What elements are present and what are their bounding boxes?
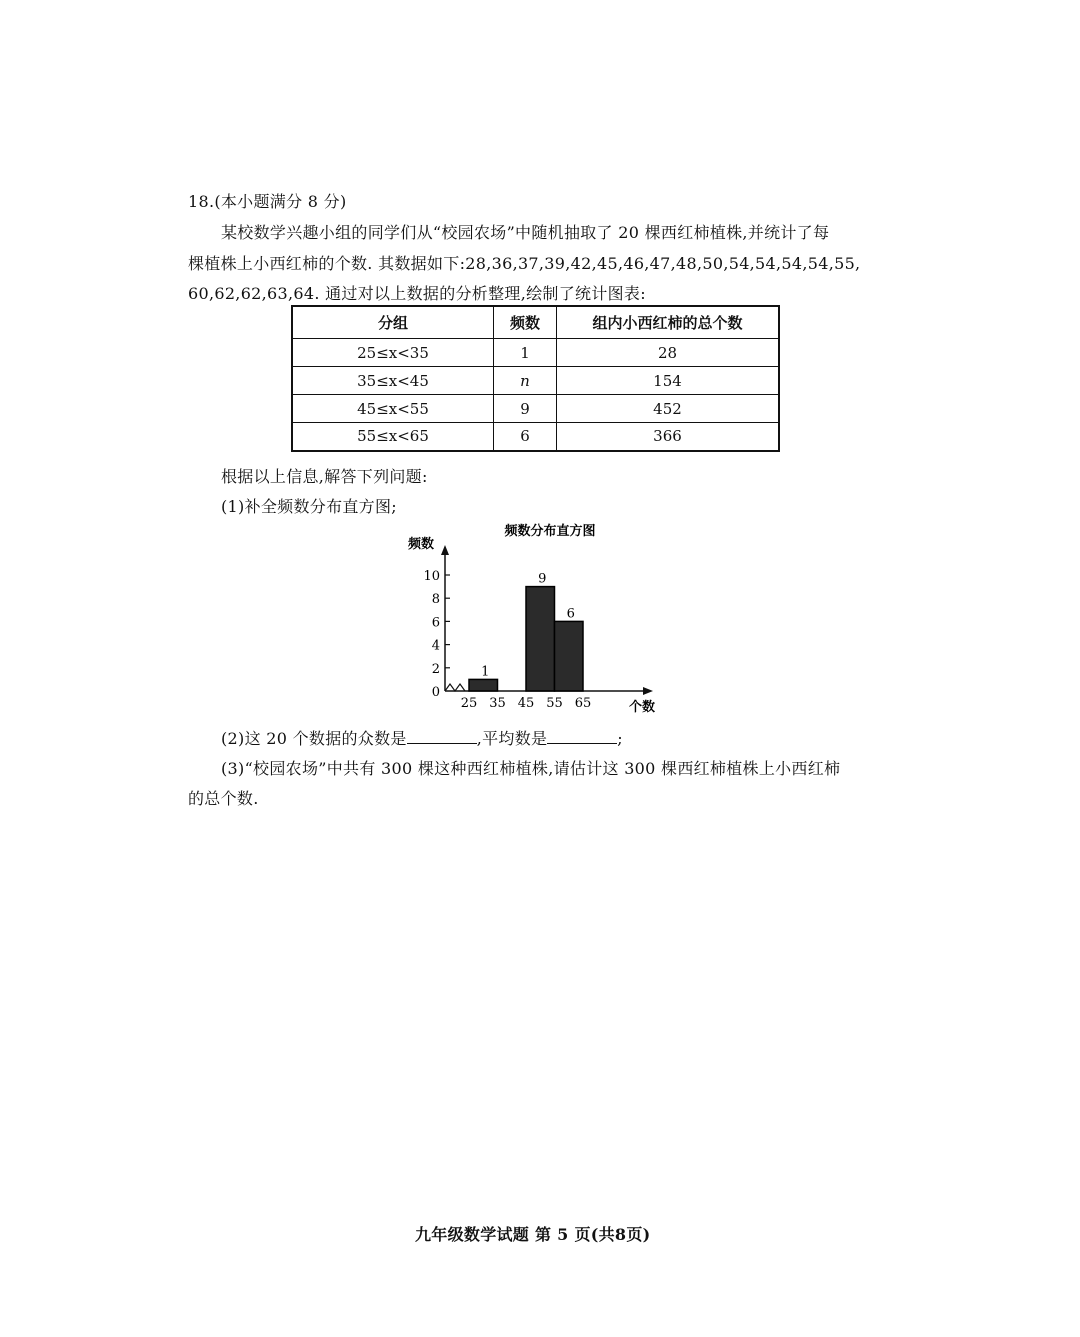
x-axis-arrow — [643, 687, 653, 695]
bar-value-label: 1 — [481, 664, 490, 680]
part-3-line-2: 的总个数. — [188, 789, 259, 808]
table-cell-frequency: n — [494, 367, 557, 395]
frequency-table — [291, 305, 780, 452]
table-row — [292, 422, 779, 451]
part-2-middle: ,平均数是 — [476, 729, 548, 748]
x-axis-title: 个数 — [629, 700, 656, 715]
part-1: (1)补全频数分布直方图; — [221, 497, 397, 516]
table-cell-group: 25≤x<35 — [292, 339, 494, 367]
table-cell-total: 154 — [557, 367, 780, 395]
part-3-line-1: (3)“校园农场”中共有 300 棵这种西红柿植株,请估计这 300 棵西红柿植株上小西红柿 — [221, 759, 841, 778]
table-cell-total: 366 — [557, 422, 780, 451]
y-tick-label: 8 — [431, 592, 440, 608]
histogram-chart — [395, 515, 675, 720]
x-tick-label: 35 — [489, 696, 506, 711]
y-axis-title: 频数 — [408, 537, 435, 552]
bar-value-label: 9 — [538, 571, 547, 587]
table-cell-total: 28 — [557, 339, 780, 367]
x-tick-label: 45 — [517, 696, 535, 711]
part-2-prefix: (2)这 20 个数据的众数是 — [221, 729, 407, 748]
intro-line-2: 棵植株上小西红柿的个数. 其数据如下:28,36,37,39,42,45,46,47,48,50,54,54,54,54,55, — [188, 254, 861, 273]
table-cell-group: 45≤x<55 — [292, 395, 494, 423]
table-row — [292, 339, 779, 367]
table-cell-frequency: 9 — [494, 395, 557, 423]
axis-break-mark — [445, 684, 465, 691]
y-tick-label: 0 — [431, 685, 440, 700]
question-header: 18.(本小题满分 8 分) — [188, 192, 347, 211]
chart-title: 频数分布直方图 — [504, 524, 596, 539]
instructions: 根据以上信息,解答下列问题: — [221, 467, 428, 486]
y-tick-label: 2 — [431, 661, 440, 677]
table-cell-frequency: 6 — [494, 422, 557, 451]
y-tick-label: 4 — [431, 638, 440, 654]
table-header-row — [292, 306, 779, 339]
part-2-suffix: ; — [617, 729, 623, 748]
part-2 — [221, 726, 623, 749]
mode-answer-blank[interactable] — [407, 729, 477, 744]
bar-value-label: 6 — [566, 606, 575, 622]
y-tick-label: 6 — [431, 615, 440, 631]
table-cell-total: 452 — [557, 395, 780, 423]
histogram-bar — [469, 679, 498, 691]
y-axis-arrow — [441, 545, 449, 555]
x-tick-label: 55 — [546, 696, 563, 711]
x-tick-label: 65 — [574, 696, 592, 711]
table-cell-frequency: 1 — [494, 339, 557, 367]
table-header-frequency: 频数 — [494, 306, 557, 339]
histogram-bar — [555, 621, 584, 691]
table-cell-group: 55≤x<65 — [292, 422, 494, 451]
intro-line-3: 60,62,62,63,64. 通过对以上数据的分析整理,绘制了统计图表: — [188, 284, 646, 303]
table-header-group: 分组 — [292, 306, 494, 339]
mean-answer-blank[interactable] — [547, 729, 617, 744]
table-header-total: 组内小西红柿的总个数 — [557, 306, 780, 339]
intro-line-1: 某校数学兴趣小组的同学们从“校园农场”中随机抽取了 20 棵西红柿植株,并统计了每 — [221, 223, 830, 242]
table-cell-group: 35≤x<45 — [292, 367, 494, 395]
table-row — [292, 367, 779, 395]
y-tick-label: 10 — [423, 569, 440, 584]
histogram-bar — [526, 587, 555, 691]
x-tick-label: 25 — [460, 696, 478, 711]
page-footer: 九年级数学试题 第 5 页(共8页) — [415, 1225, 651, 1244]
table-row — [292, 395, 779, 423]
